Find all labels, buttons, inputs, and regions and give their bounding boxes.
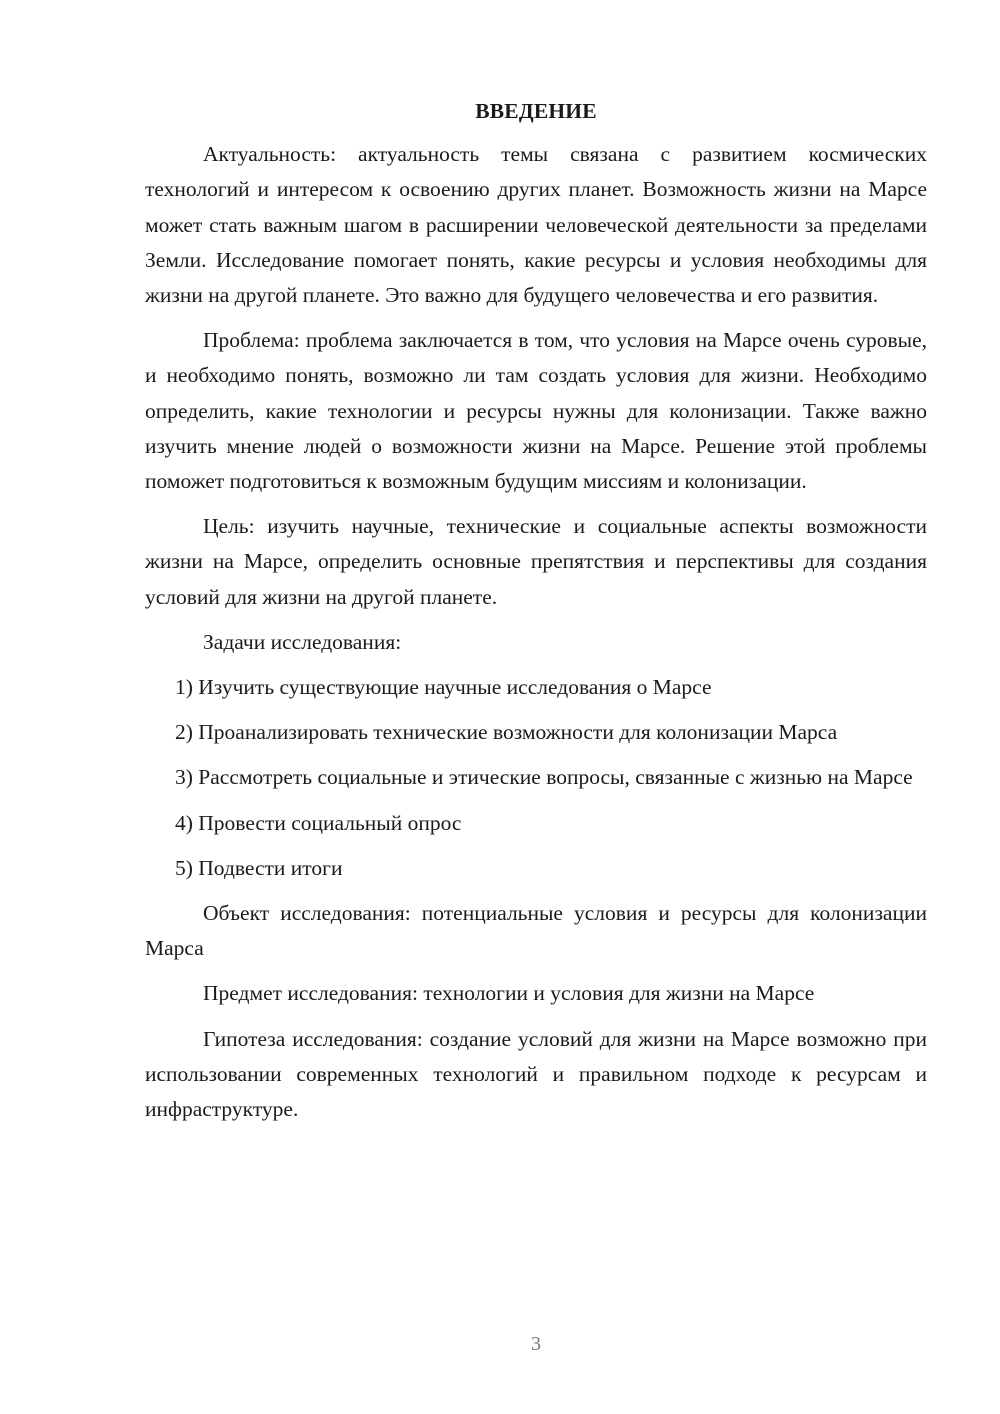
list-item: 4) Провести социальный опрос [175,810,462,835]
document-page [145,94,927,1137]
list-item: 1) Изучить существующие научные исследования о Марсе [175,675,712,700]
page-number: 3 [531,1333,541,1355]
relevance-paragraph: Актуальность: актуальность темы связана с развитием космических технологий и интересом к освоению других планет. Возможность жизни на Марсе может стать важным шагом в расширении человеческой деятельности за пределами Земли. Исследование помогает понять, какие ресурсы и условия необходимы для жизни на другой планете. Это важно для будущего человечества и его развития. [145,142,927,308]
hypothesis-paragraph: Гипотеза исследования: создание условий для жизни на Марсе возможно при использовании современных технологий и правильном подходе к ресурсам и инфраструктуре. [145,1026,927,1122]
object-paragraph: Объект исследования: потенциальные условия и ресурсы для колонизации Марса [145,901,927,961]
goal-paragraph: Цель: изучить научные, технические и социальные аспекты возможности жизни на Марсе, определить основные препятствия и перспективы для создания условий для жизни на другой планете. [145,514,927,609]
section-title: ВВЕДЕНИЕ [475,99,597,123]
list-item: 5) Подвести итоги [175,855,343,880]
subject-paragraph: Предмет исследования: технологии и условия для жизни на Марсе [203,981,815,1006]
list-item: 3) Рассмотреть социальные и этические вопросы, связанные с жизнью на Марсе [175,765,913,790]
problem-paragraph: Проблема: проблема заключается в том, что условия на Марсе очень суровые, и необходимо понять, возможно ли там создать условия для жизни. Необходимо определить, какие технологии и ресурсы нужны для колонизации. Также важно изучить мнение людей о возможности жизни на Марсе. Решение этой проблемы поможет подготовиться к возможным будущим миссиям и колонизации. [145,328,927,494]
tasks-list [145,670,927,886]
tasks-heading: Задачи исследования: [203,629,402,654]
list-item: 2) Проанализировать технические возможности для колонизации Марса [175,720,838,745]
